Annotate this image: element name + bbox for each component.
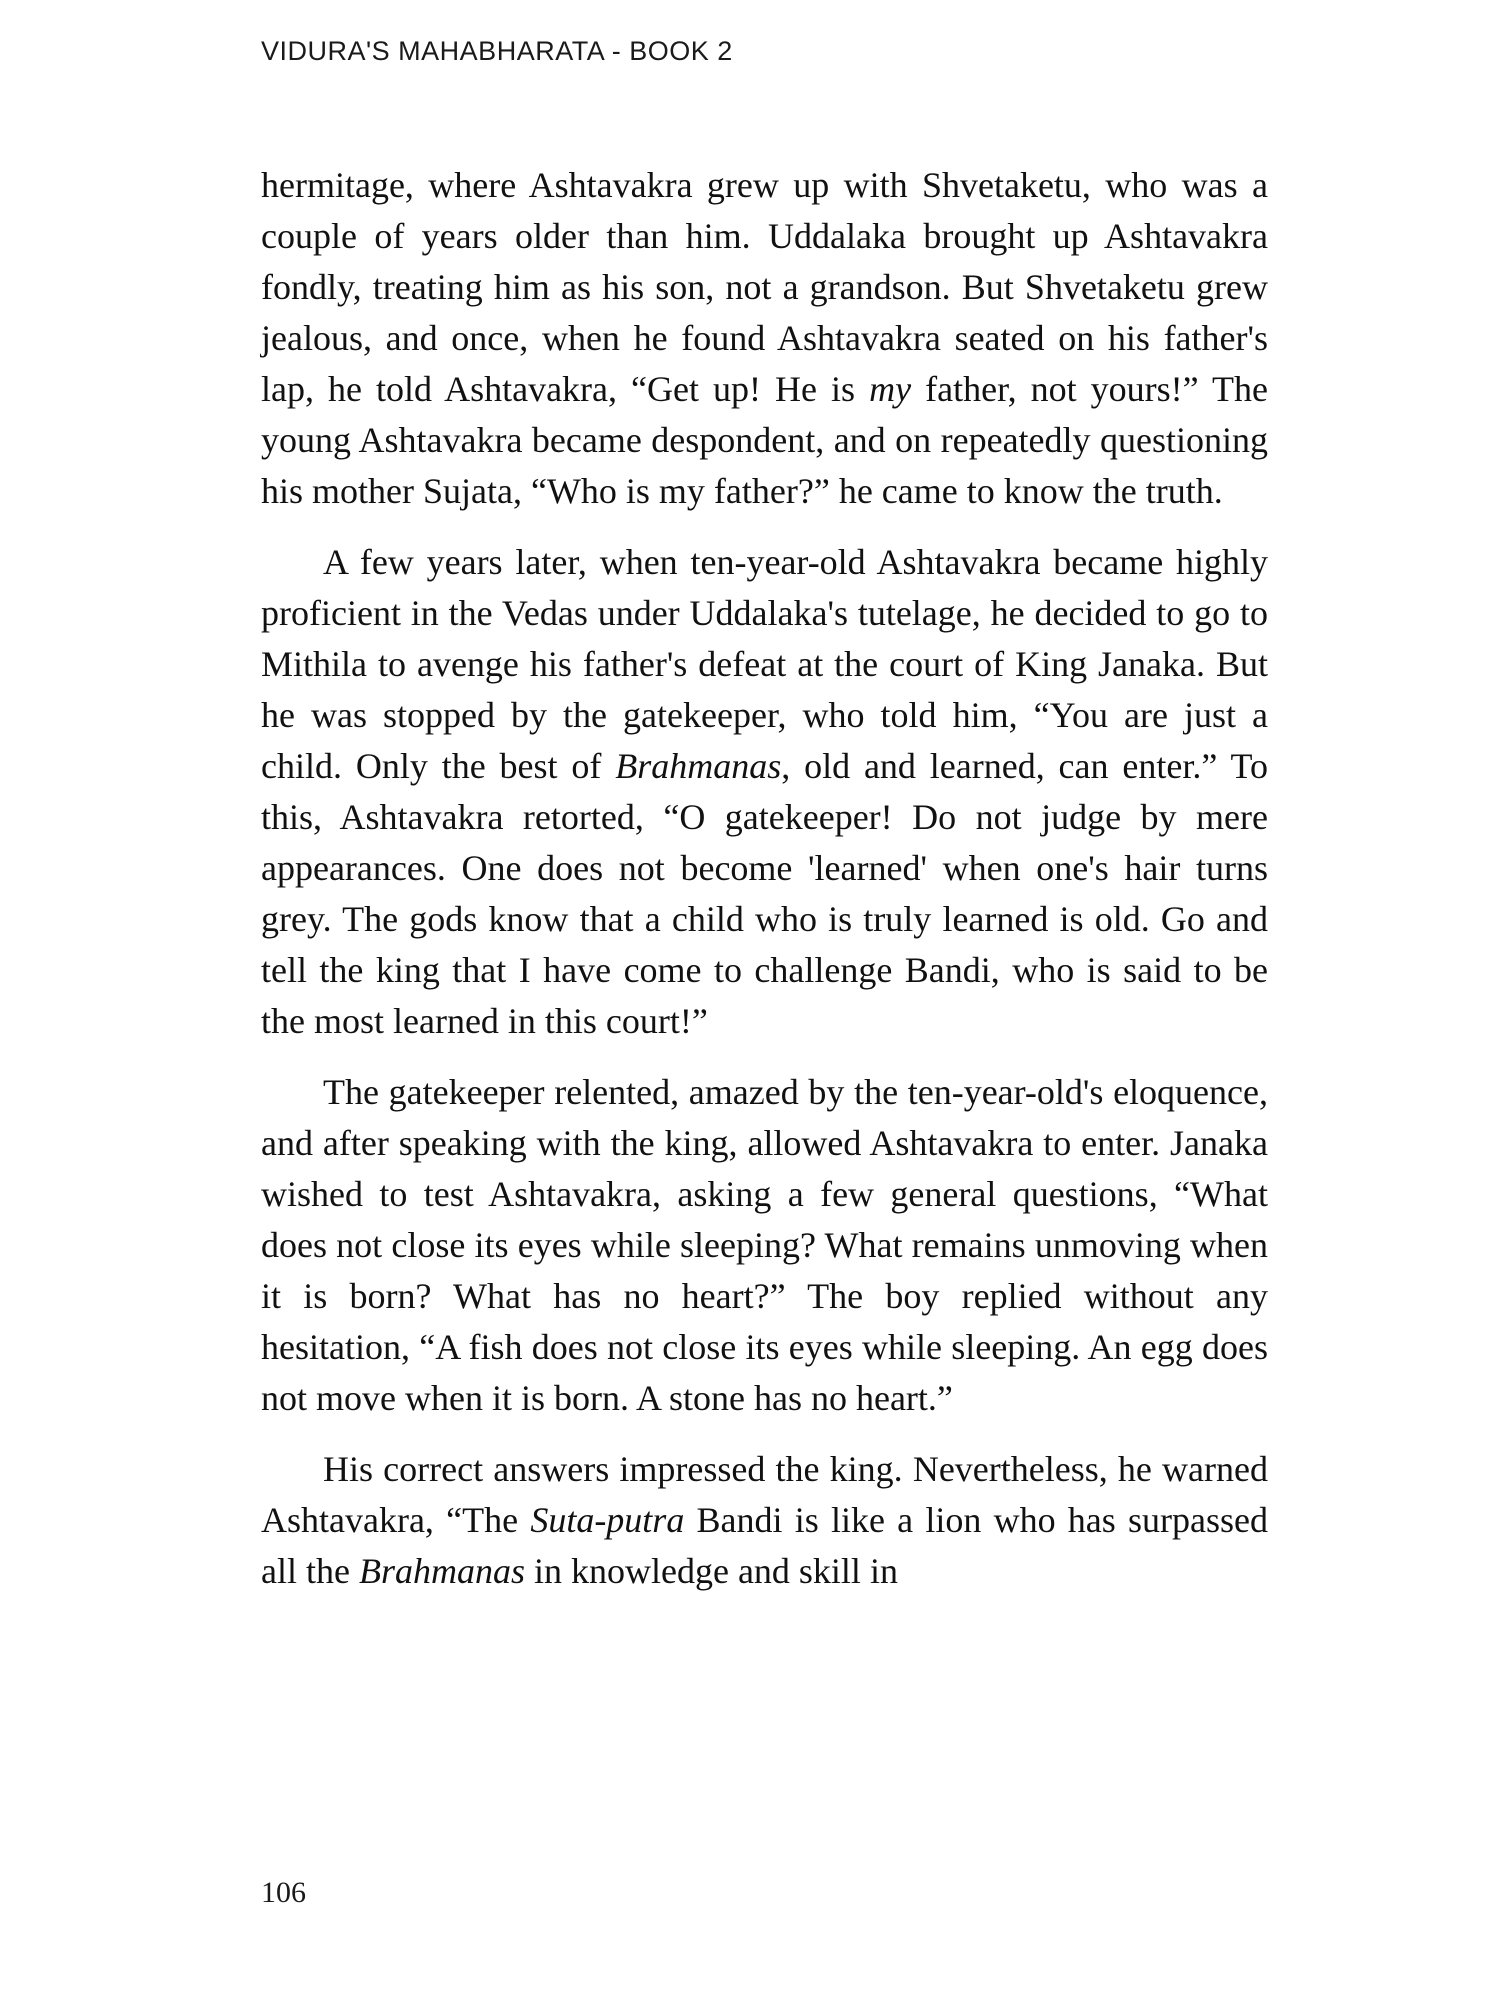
text-segment: Bandi is like a lion who has surpassed all the bbox=[261, 1500, 1268, 1591]
emphasis-brahmanas: Brahmanas bbox=[615, 746, 782, 786]
paragraph-3 bbox=[261, 1067, 1268, 1424]
body-text bbox=[261, 160, 1268, 1597]
text-segment: The gatekeeper relented, amazed by the ten-year-old's eloquence, and after speaking with the king, allowed Ashtavakra to enter. Janaka wished to test Ashtavakra, asking a few general questions, “What does not close its eyes while sleeping? What remains unmoving when it is born? What has no heart?” The boy replied without any hesitation, “A fish does not close its eyes while sleeping. An egg does not move when it is born. A stone has no heart.” bbox=[261, 1072, 1268, 1418]
text-segment: in knowledge and skill in bbox=[524, 1551, 898, 1591]
emphasis-my: my bbox=[869, 369, 912, 409]
emphasis-brahmanas: Brahmanas bbox=[358, 1551, 525, 1591]
text-segment: hermitage, where Ashtavakra grew up with Shvetaketu, who was a couple of years older than him. Uddalaka brought up Ashtavakra fondly, treating him as his son, not a grandson. But Shvetaketu grew jealous, and once, when he found Ashtavakra seated on his father's lap, he told Ashtavakra, “Get up! He is bbox=[261, 165, 1268, 409]
paragraph-1 bbox=[261, 160, 1268, 517]
page-number: 106 bbox=[261, 1876, 306, 1909]
text-segment: His correct answers impressed the king. Nevertheless, he warned Ashtavakra, “The bbox=[261, 1449, 1268, 1540]
running-head: VIDURA'S MAHABHARATA - BOOK 2 bbox=[261, 36, 733, 66]
emphasis-suta-putra: Suta-putra bbox=[530, 1500, 685, 1540]
text-segment: father, not yours!” The young Ashtavakra became despondent, and on repeatedly questioning his mother Sujata, “Who is my father?” he came to know the truth. bbox=[261, 369, 1269, 511]
paragraph-2 bbox=[261, 537, 1268, 1047]
text-segment: , old and learned, can enter.” To this, Ashtavakra retorted, “O gatekeeper! Do not judge by mere appearances. One does not become 'learned' when one's hair turns grey. The gods know that a child who is truly learned is old. Go and tell the king that I have come to challenge Bandi, who is said to be the most learned in this court!” bbox=[261, 746, 1268, 1041]
text-segment: A few years later, when ten-year-old Ashtavakra became highly proficient in the Vedas under Uddalaka's tutelage, he decided to go to Mithila to avenge his father's defeat at the court of King Janaka. But he was stopped by the gatekeeper, who told him, “You are just a child. Only the best of bbox=[261, 542, 1268, 786]
paragraph-4 bbox=[261, 1444, 1268, 1597]
